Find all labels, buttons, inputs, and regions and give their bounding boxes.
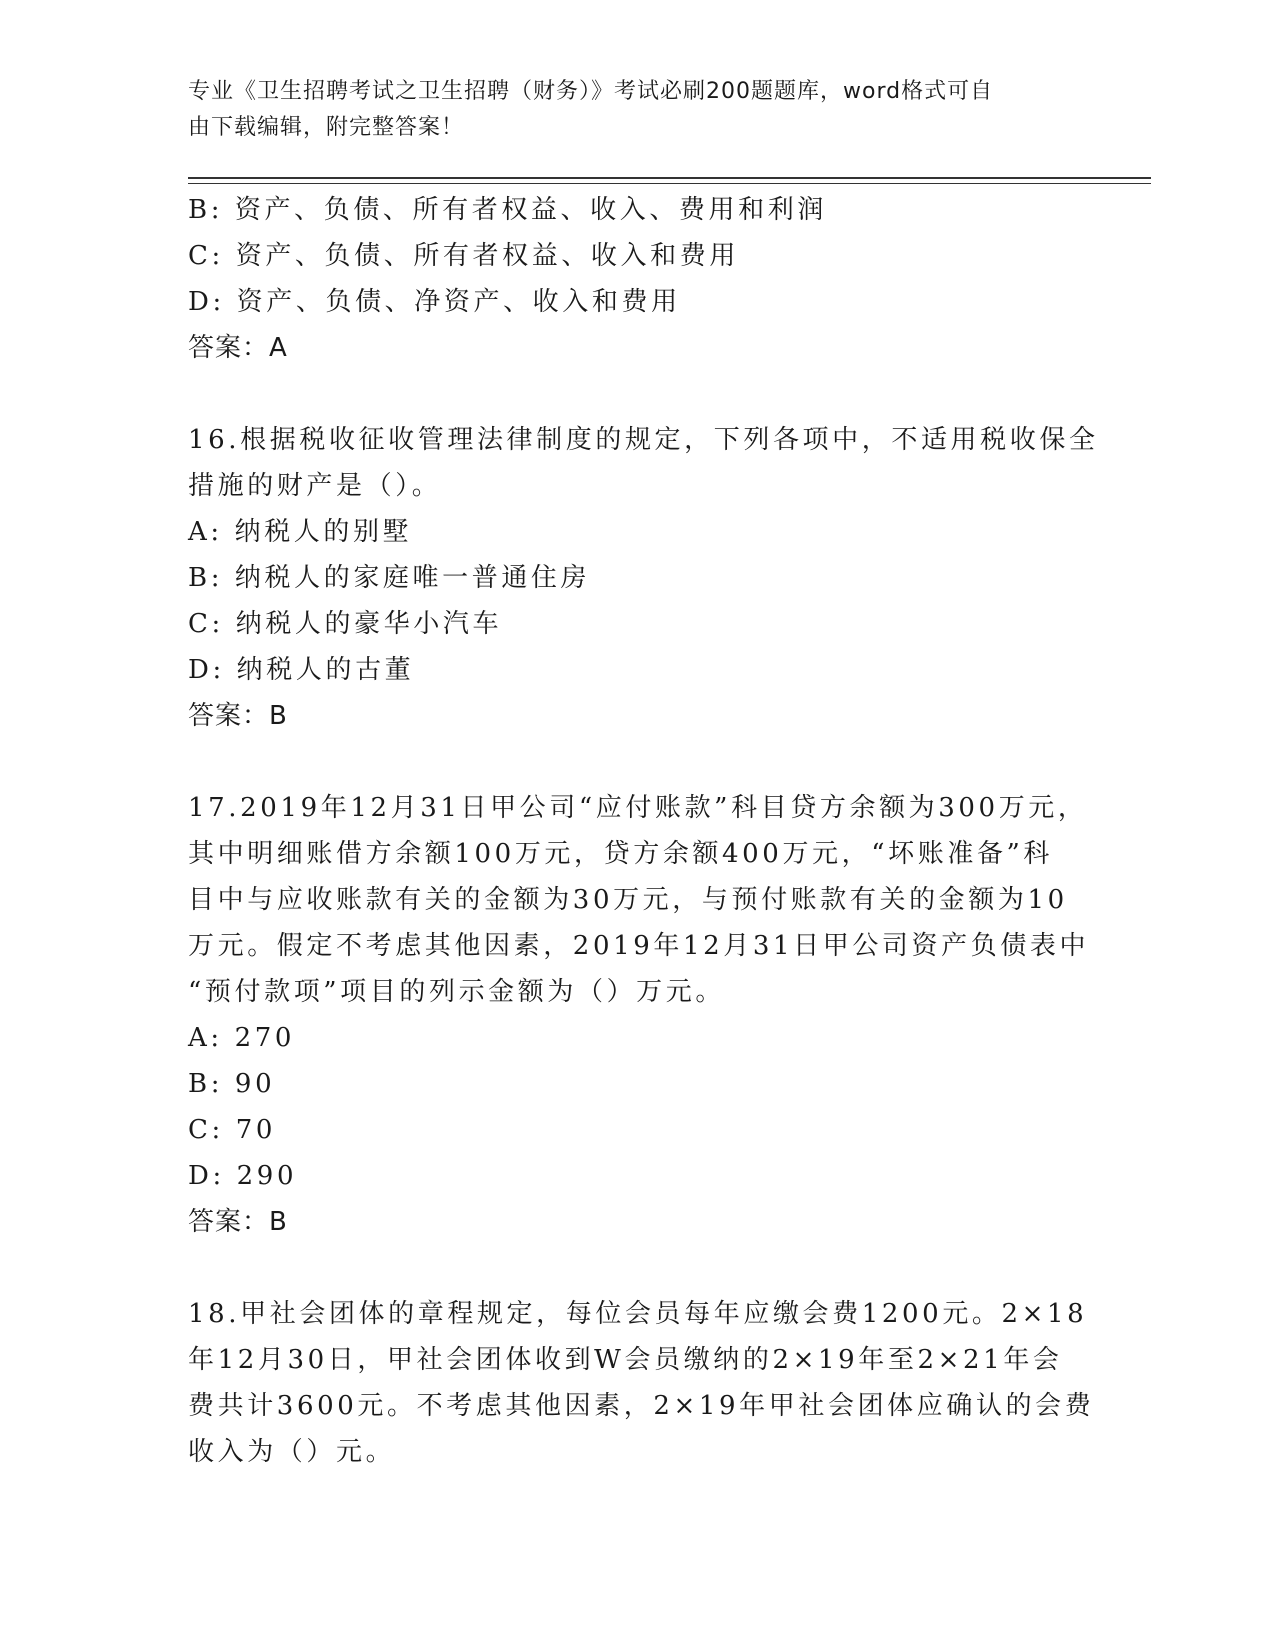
page-header <box>188 74 1068 146</box>
option-c: C: 资产、负债、所有者权益、收入和费用 <box>188 241 739 271</box>
header-line-1: 专业《卫生招聘考试之卫生招聘（财务）》考试必刷200题题库，word格式可自 <box>188 79 994 104</box>
question-17 <box>188 785 1090 1245</box>
header-rule-thin <box>188 183 1151 184</box>
option-a: A: 270 <box>188 1023 296 1053</box>
spacer <box>188 1245 1068 1291</box>
question-text-line: 16.根据税收征收管理法律制度的规定，下列各项中，不适用税收保全 <box>188 425 1099 455</box>
option-a: A: 纳税人的别墅 <box>188 517 413 547</box>
question-text-line: 其中明细账借方余额100万元，贷方余额400万元，“坏账准备”科 <box>188 839 1054 869</box>
question-text-line: 目中与应收账款有关的金额为30万元，与预付账款有关的金额为10 <box>188 885 1068 915</box>
question-text-line: “预付款项”项目的列示金额为（）万元。 <box>188 977 725 1007</box>
question-text-line: 18.甲社会团体的章程规定，每位会员每年应缴会费1200元。2×18 <box>188 1299 1088 1329</box>
question-text-line: 17.2019年12月31日甲公司“应付账款”科目贷方余额为300万元， <box>188 793 1088 823</box>
answer: 答案：A <box>188 333 288 363</box>
question-text-line: 年12月30日，甲社会团体收到W会员缴纳的2×19年至2×21年会 <box>188 1345 1063 1375</box>
question-18 <box>188 1291 1095 1475</box>
header-line-2: 由下载编辑，附完整答案！ <box>188 115 465 140</box>
question-16 <box>188 417 1099 739</box>
spacer <box>188 371 1068 417</box>
option-b: B: 资产、负债、所有者权益、收入、费用和利润 <box>188 195 827 225</box>
question-text-line: 措施的财产是（）。 <box>188 471 442 501</box>
option-c: C: 70 <box>188 1115 277 1145</box>
question-15-tail <box>188 187 1068 371</box>
option-b: B: 纳税人的家庭唯一普通住房 <box>188 563 591 593</box>
option-b: B: 90 <box>188 1069 276 1099</box>
option-d: D: 资产、负债、净资产、收入和费用 <box>188 287 681 317</box>
spacer <box>188 739 1068 785</box>
question-text-line: 收入为（）元。 <box>188 1437 396 1467</box>
question-text-line: 费共计3600元。不考虑其他因素，2×19年甲社会团体应确认的会费 <box>188 1391 1095 1421</box>
option-d: D: 290 <box>188 1161 298 1191</box>
question-text-line: 万元。假定不考虑其他因素，2019年12月31日甲公司资产负债表中 <box>188 931 1090 961</box>
option-d: D: 纳税人的古董 <box>188 655 415 685</box>
answer: 答案：B <box>188 1207 288 1237</box>
header-rule-thick <box>188 177 1151 179</box>
answer: 答案：B <box>188 701 288 731</box>
questions-body <box>188 187 1099 1475</box>
option-c: C: 纳税人的豪华小汽车 <box>188 609 503 639</box>
